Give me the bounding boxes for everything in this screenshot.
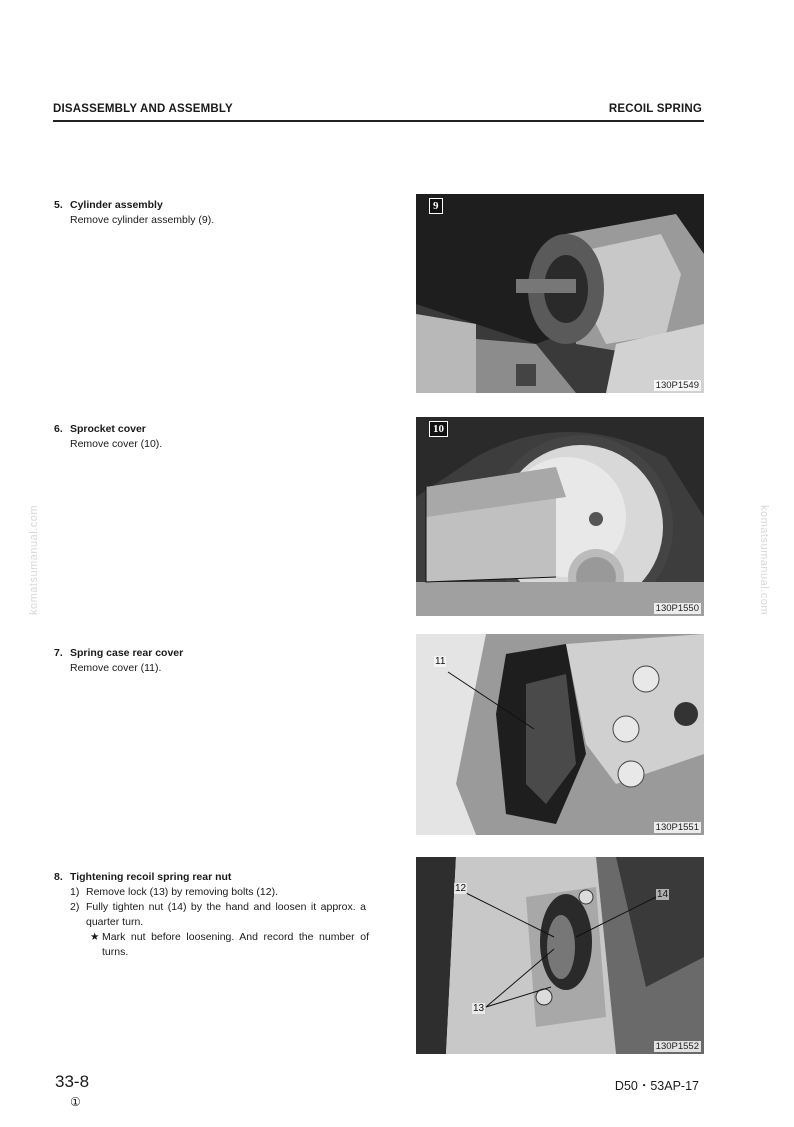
caution-note: ★ Mark nut before loosening. And record the number of turns. [90, 931, 369, 958]
photo-code: 130P1549 [655, 380, 699, 391]
step-8 [54, 870, 369, 960]
step-5 [54, 198, 369, 228]
step-title: 7. Spring case rear cover [54, 647, 184, 659]
star-icon: ★ [90, 931, 100, 943]
photo-tag: 10 [429, 421, 448, 437]
photo-code: 130P1552 [655, 1041, 699, 1052]
photo-tag: 9 [429, 198, 443, 214]
photo-recoil-spring-nut [416, 857, 704, 1054]
step-text: Remove cylinder assembly (9). [70, 214, 215, 226]
step-7 [54, 646, 369, 676]
photo-spring-case-rear-cover [416, 634, 704, 835]
step-6 [54, 422, 369, 452]
substep-1: 1) Remove lock (13) by removing bolts (12). [70, 886, 278, 898]
watermark-right: komatsumanual.com [758, 505, 770, 615]
step-text: Remove cover (11). [70, 662, 162, 674]
revision-mark: ① [70, 1095, 81, 1109]
step-title: 6. Sprocket cover [54, 423, 146, 435]
callout-12: 12 [455, 883, 467, 894]
model-number: D50・53AP-17 [614, 1079, 699, 1093]
header-divider [53, 120, 704, 122]
photo-code: 130P1550 [655, 603, 699, 614]
chapter-title: RECOIL SPRING [608, 103, 702, 115]
page-number: 33-8 [55, 1072, 90, 1091]
photo-sprocket-cover [416, 417, 704, 616]
section-title: DISASSEMBLY AND ASSEMBLY [53, 103, 233, 115]
photo-code: 130P1551 [655, 822, 699, 833]
step-title: 5. Cylinder assembly [54, 199, 163, 211]
photo-cylinder-assembly [416, 194, 704, 393]
callout-11: 11 [435, 656, 446, 667]
callout-13: 13 [473, 1003, 485, 1014]
callout-14: 14 [657, 889, 669, 900]
photo-image [416, 417, 704, 616]
watermark-left: komatsumanual.com [28, 505, 40, 615]
step-title: 8. Tightening recoil spring rear nut [54, 871, 232, 883]
photo-image [416, 634, 704, 835]
photo-image [416, 194, 704, 393]
step-text: Remove cover (10). [70, 438, 163, 450]
substep-2: 2) Fully tighten nut (14) by the hand and loosen it approx. a quarter turn. [70, 901, 366, 928]
